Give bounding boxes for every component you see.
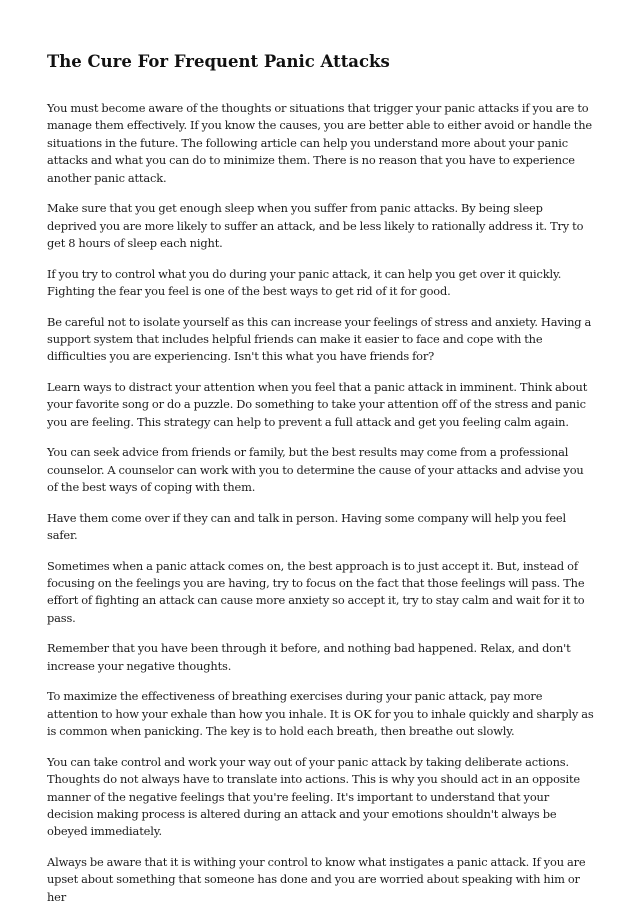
paragraph-10: To maximize the effectiveness of breathing exercises during your panic attack, pay more attention to how your exhale than how you inhale. It is OK for you to inhale quickly and sharply as is common when panicking. The key is to hold each breath, then breathe out slowly. xyxy=(47,689,594,739)
paragraph-6: You can seek advice from friends or family, but the best results may come from a professional counselor. A counselor can work with you to determine the cause of your attacks and advise you of the best ways of coping with them. xyxy=(47,445,584,495)
document-title: The Cure For Frequent Panic Attacks xyxy=(47,52,390,71)
paragraph-9: Remember that you have been through it before, and nothing bad happened. Relax, and don't increase your negative thoughts. xyxy=(47,641,571,673)
paragraph-4: Be careful not to isolate yourself as this can increase your feelings of stress and anxiety. Having a support system that includes helpful friends can make it easier to face and cope with the difficulties you are experiencing. Isn't this what you have friends for? xyxy=(47,314,592,364)
paragraph-3: If you try to control what you do during your panic attack, it can help you get over it quickly. Fighting the fear you feel is one of the best ways to get rid of it for good. xyxy=(47,266,562,299)
paragraph-1: You must become aware of the thoughts or situations that trigger your panic attacks if you are to manage them effectively. If you know the causes, you are better able to either avoid or handle the situations in the future. The following article can help you understand more about your panic attacks and what you can do to minimize them. There is no reason that you have to experience another panic attack. xyxy=(47,101,593,185)
paragraph-2: Make sure that you get enough sleep when you suffer from panic attacks. By being sleep deprived you are more likely to suffer an attack, and be less likely to rationally address it. Try to get 8 hours of sleep each night. xyxy=(47,201,584,251)
paragraph-7: Have them come over if they can and talk in person. Having some company will help you feel safer. xyxy=(47,510,566,543)
document-page xyxy=(47,52,595,919)
paragraph-12: Always be aware that it is withing your control to know what instigates a panic attack. If you are upset about something that someone has done and you are worried about speaking with him or her xyxy=(47,854,586,904)
paragraph-11: You can take control and work your way out of your panic attack by taking deliberate actions. Thoughts do not always have to translate into actions. This is why you should act in an opposite manner of the negative feelings that you're feeling. It's important to understand that your decision making process is altered during an attack and your emotions shouldn't always be obeyed immediately. xyxy=(47,754,580,839)
paragraph-8: Sometimes when a panic attack comes on, the best approach is to just accept it. But, instead of focusing on the feelings you are having, try to focus on the fact that those feelings will pass. The effort of fighting an attack can cause more anxiety so accept it, try to stay calm and wait for it to pass. xyxy=(47,558,585,625)
paragraph-5: Learn ways to distract your attention when you feel that a panic attack in imminent. Think about your favorite song or do a puzzle. Do something to take your attention off of the stress and panic you are feeling. This strategy can help to prevent a full attack and get you feeling calm again. xyxy=(47,379,588,429)
